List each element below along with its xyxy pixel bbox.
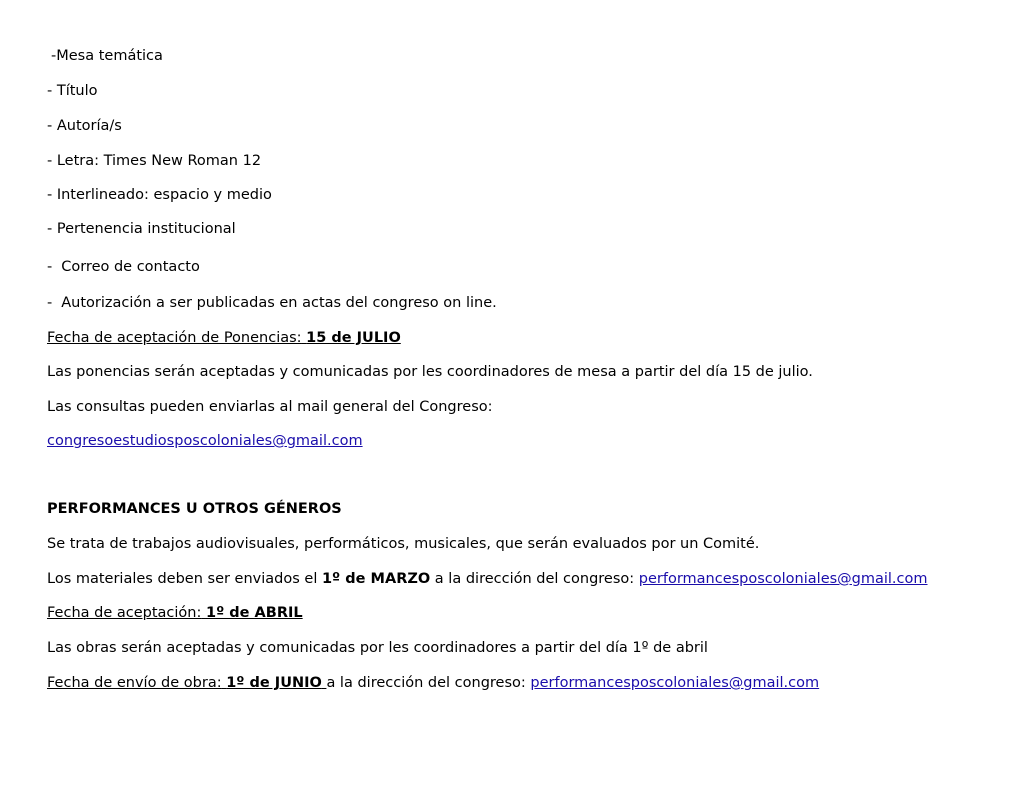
ponencias-fecha-value: 15 de JULIO <box>306 330 401 346</box>
performances-obras-text: Las obras serán aceptadas y comunicadas por les coordinadores a partir del día 1º de abril <box>47 640 708 656</box>
performances-email-link[interactable]: performancesposcoloniales@gmail.com <box>638 571 928 587</box>
performances-envio-line <box>47 570 928 588</box>
list-item-titulo: - Título <box>47 83 98 99</box>
performances-fecha-envio-label-group <box>47 675 326 691</box>
performances-fecha-envio-label: Fecha de envío de obra: <box>47 675 222 691</box>
performances-fecha-envio-suffix: a la dirección del congreso: <box>326 675 531 691</box>
performances-heading: PERFORMANCES U OTROS GÉNEROS <box>47 501 342 517</box>
ponencias-consultas-text: Las consultas pueden enviarlas al mail general del Congreso: <box>47 399 493 415</box>
performances-envio-suffix: a la dirección del congreso: <box>430 571 639 587</box>
list-item-mesa-tematica: -Mesa temática <box>51 48 163 64</box>
performances-envio-date: 1º de MARZO <box>321 571 431 587</box>
performances-intro: Se trata de trabajos audiovisuales, performáticos, musicales, que serán evaluados por un Comité. <box>47 536 760 552</box>
ponencias-fecha-label: Fecha de aceptación de Ponencias: <box>47 330 302 346</box>
ponencias-fecha-line <box>47 329 401 347</box>
list-item-autoria: - Autoría/s <box>47 118 122 134</box>
list-item-letra: - Letra: Times New Roman 12 <box>47 153 262 169</box>
list-item-correo-text: Correo de contacto <box>61 259 200 275</box>
list-item-pertenencia: - Pertenencia institucional <box>47 221 236 237</box>
list-item-autorizacion <box>47 294 497 312</box>
performances-fecha-envio-value: 1º de JUNIO <box>226 675 322 691</box>
performances-aceptacion-label: Fecha de aceptación: <box>47 605 202 621</box>
performances-envio-prefix: Los materiales deben ser enviados el <box>47 571 322 587</box>
performances-email-link-2[interactable]: performancesposcoloniales@gmail.com <box>530 675 820 691</box>
list-dash: - <box>47 259 53 275</box>
list-item-correo <box>47 258 200 276</box>
congreso-email-link[interactable]: congresoestudiosposcoloniales@gmail.com <box>47 433 363 449</box>
list-item-autorizacion-text: Autorización a ser publicadas en actas del congreso on line. <box>61 295 497 311</box>
ponencias-aceptacion-text: Las ponencias serán aceptadas y comunicadas por les coordinadores de mesa a partir del día 15 de julio. <box>47 364 813 380</box>
ponencias-email-line <box>47 432 363 450</box>
list-item-interlineado: - Interlineado: espacio y medio <box>47 187 272 203</box>
performances-aceptacion-line <box>47 604 303 622</box>
performances-fecha-envio-line <box>47 674 819 692</box>
list-dash: - <box>47 295 53 311</box>
performances-aceptacion-value: 1º de ABRIL <box>205 605 303 621</box>
